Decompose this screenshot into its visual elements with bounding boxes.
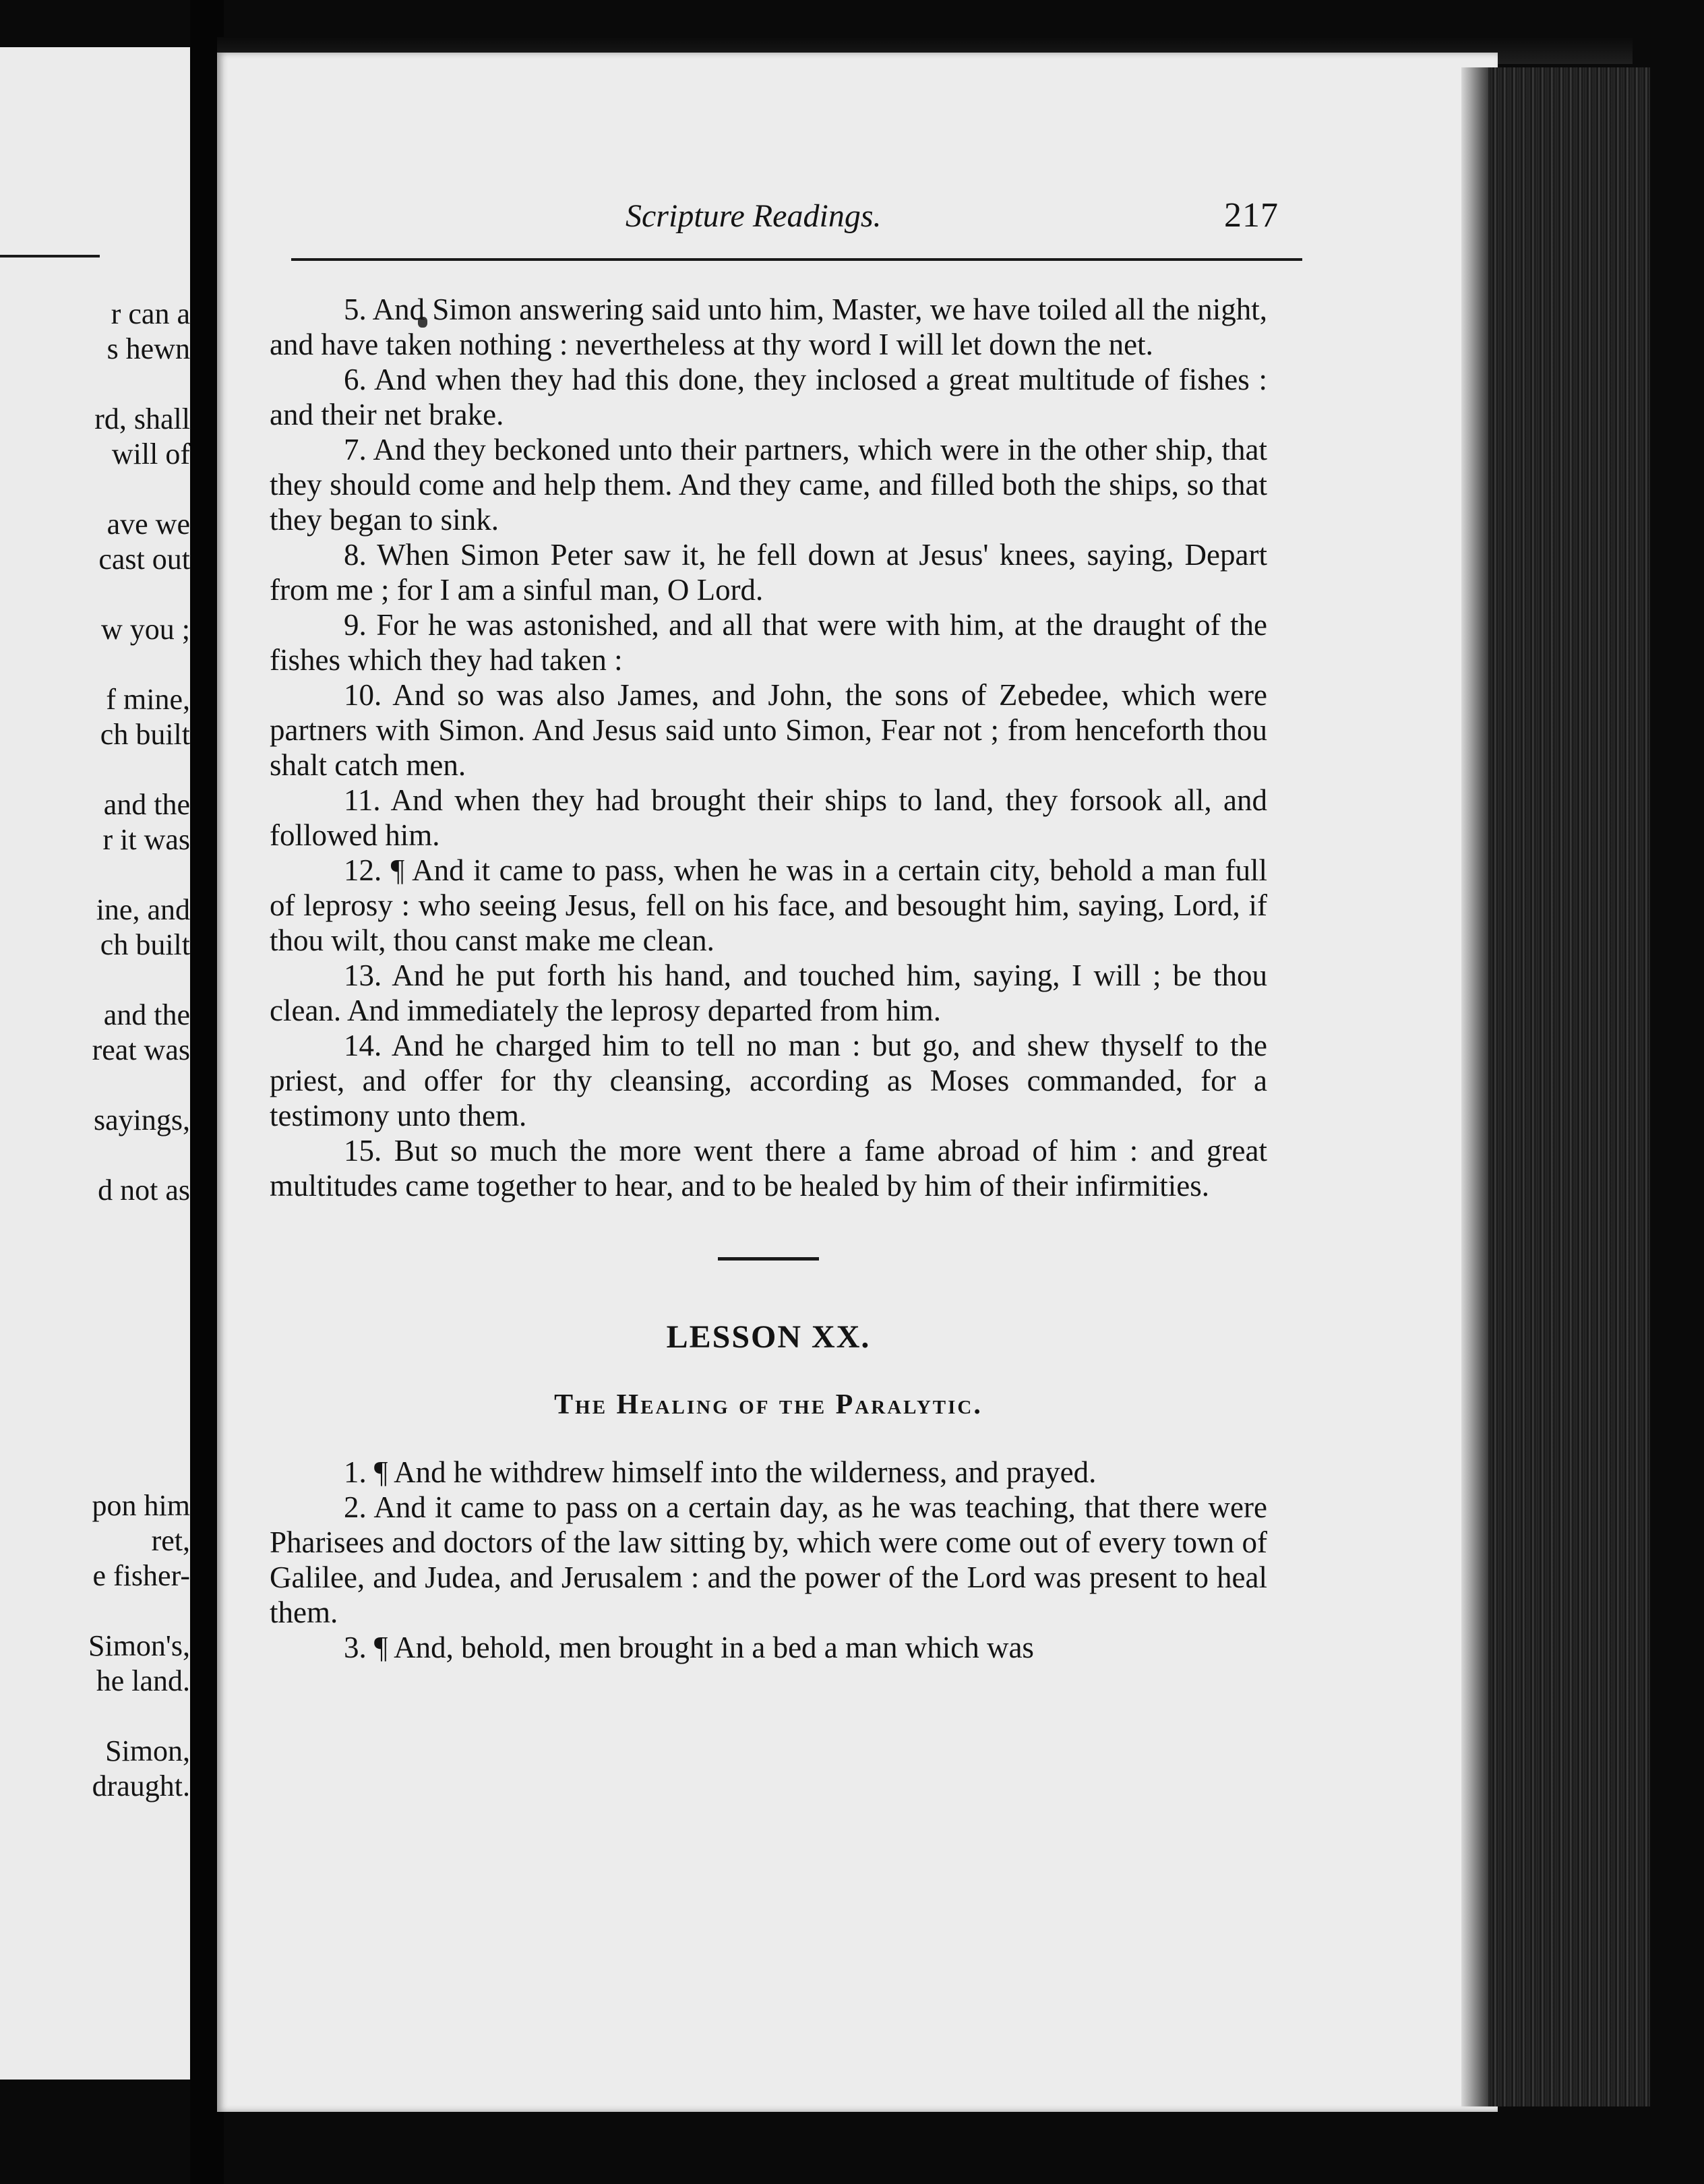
- previous-page-line: Simon,: [105, 1734, 190, 1767]
- lesson-heading: LESSON XX.: [666, 1319, 871, 1355]
- verse: 14. And he charged him to tell no man : but go, and shew thyself to the priest, and offer for thy cleansing, according as Moses commanded, for a testimony unto them.: [270, 1029, 1267, 1132]
- previous-page-line: and the: [103, 788, 190, 821]
- verse: 11. And when they had brought their ships to land, they forsook all, and followed him.: [270, 783, 1267, 852]
- previous-page-line: rd, shall: [94, 402, 190, 435]
- book-page: [217, 53, 1498, 2112]
- verse: 12. ¶ And it came to pass, when he was in a certain city, behold a man full of leprosy : who seeing Jesus, fell on his face, and besought him, saying, Lord, if thou wilt, thou canst make me clean.: [270, 853, 1267, 957]
- verse: 15. But so much the more went there a fame abroad of him : and great multitudes came together to hear, and to be healed by him of their infirmities.: [270, 1134, 1267, 1203]
- verse: 2. And it came to pass on a certain day, as he was teaching, that there were Pharisees and doctors of the law sitting by, which were come out of every town of Galilee, and Judea, and Jerusalem : and the power of the Lord was present to heal them.: [270, 1490, 1267, 1629]
- previous-page-line: ch built: [100, 718, 190, 751]
- previous-page-line: e fisher-: [92, 1559, 190, 1592]
- previous-page-line: will of: [111, 437, 190, 471]
- verse: 7. And they beckoned unto their partners, which were in the other ship, that they should come and help them. And they came, and filled both the ships, so that they began to sink.: [270, 433, 1267, 537]
- verse: 6. And when they had this done, they inclosed a great multitude of fishes : and their net brake.: [270, 363, 1267, 431]
- page-edge-highlight: [1461, 67, 1488, 2106]
- page-edges: [1461, 67, 1650, 2106]
- previous-page-line: cast out: [98, 543, 190, 576]
- verse: 9. For he was astonished, and all that were with him, at the draught of the fishes which they had taken :: [270, 608, 1267, 677]
- previous-page-line: r it was: [102, 823, 190, 856]
- previous-page-fragment: [0, 47, 190, 2080]
- section-divider: [718, 1257, 819, 1261]
- previous-page-header-rule: [0, 255, 100, 257]
- running-head-title: Scripture Readings.: [626, 198, 882, 234]
- previous-page-line: ret,: [151, 1524, 190, 1557]
- previous-page-line: draught.: [92, 1769, 190, 1802]
- verse: 5. And Simon answering said unto him, Master, we have toiled all the night, and have taken nothing : nevertheless at thy word I will let down the net.: [270, 293, 1267, 361]
- verse-list-lesson-20: [270, 1455, 1267, 1665]
- previous-page-line: f mine,: [106, 683, 190, 716]
- verse: 13. And he put forth his hand, and touched him, saying, I will ; be thou clean. And immediately the leprosy departed from him.: [270, 959, 1267, 1027]
- verse-list-luke-5: [270, 292, 1267, 1203]
- previous-page-line: ch built: [100, 928, 190, 961]
- previous-page-line: sayings,: [94, 1103, 190, 1136]
- previous-page-line: reat was: [92, 1033, 190, 1066]
- previous-page-line: Simon's,: [88, 1629, 190, 1662]
- previous-page-line: ave we: [106, 508, 190, 541]
- lesson-subtitle: The Healing of the Paralytic.: [554, 1389, 983, 1420]
- header-rule: [291, 258, 1302, 261]
- page-number: 217: [1224, 196, 1279, 235]
- previous-page-line: w you ;: [101, 613, 190, 646]
- verse: 10. And so was also James, and John, the sons of Zebedee, which were partners with Simon. And Jesus said unto Simon, Fear not ; from henceforth thou shalt catch men.: [270, 678, 1267, 782]
- previous-page-line: d not as: [98, 1174, 190, 1207]
- previous-page-line: s hewn: [106, 332, 190, 365]
- previous-page-line: and the: [103, 998, 190, 1031]
- previous-page-line: he land.: [96, 1664, 190, 1697]
- verse: 3. ¶ And, behold, men brought in a bed a man which was: [344, 1631, 1034, 1664]
- page-body: [270, 292, 1267, 1665]
- previous-page-line: r can a: [111, 297, 190, 330]
- previous-page-line: ine, and: [96, 893, 190, 926]
- verse: 8. When Simon Peter saw it, he fell down at Jesus' knees, saying, Depart from me ; for I am a sinful man, O Lord.: [270, 538, 1267, 607]
- verse: 1. ¶ And he withdrew himself into the wilderness, and prayed.: [344, 1455, 1097, 1489]
- previous-page-line: pon him: [92, 1489, 190, 1522]
